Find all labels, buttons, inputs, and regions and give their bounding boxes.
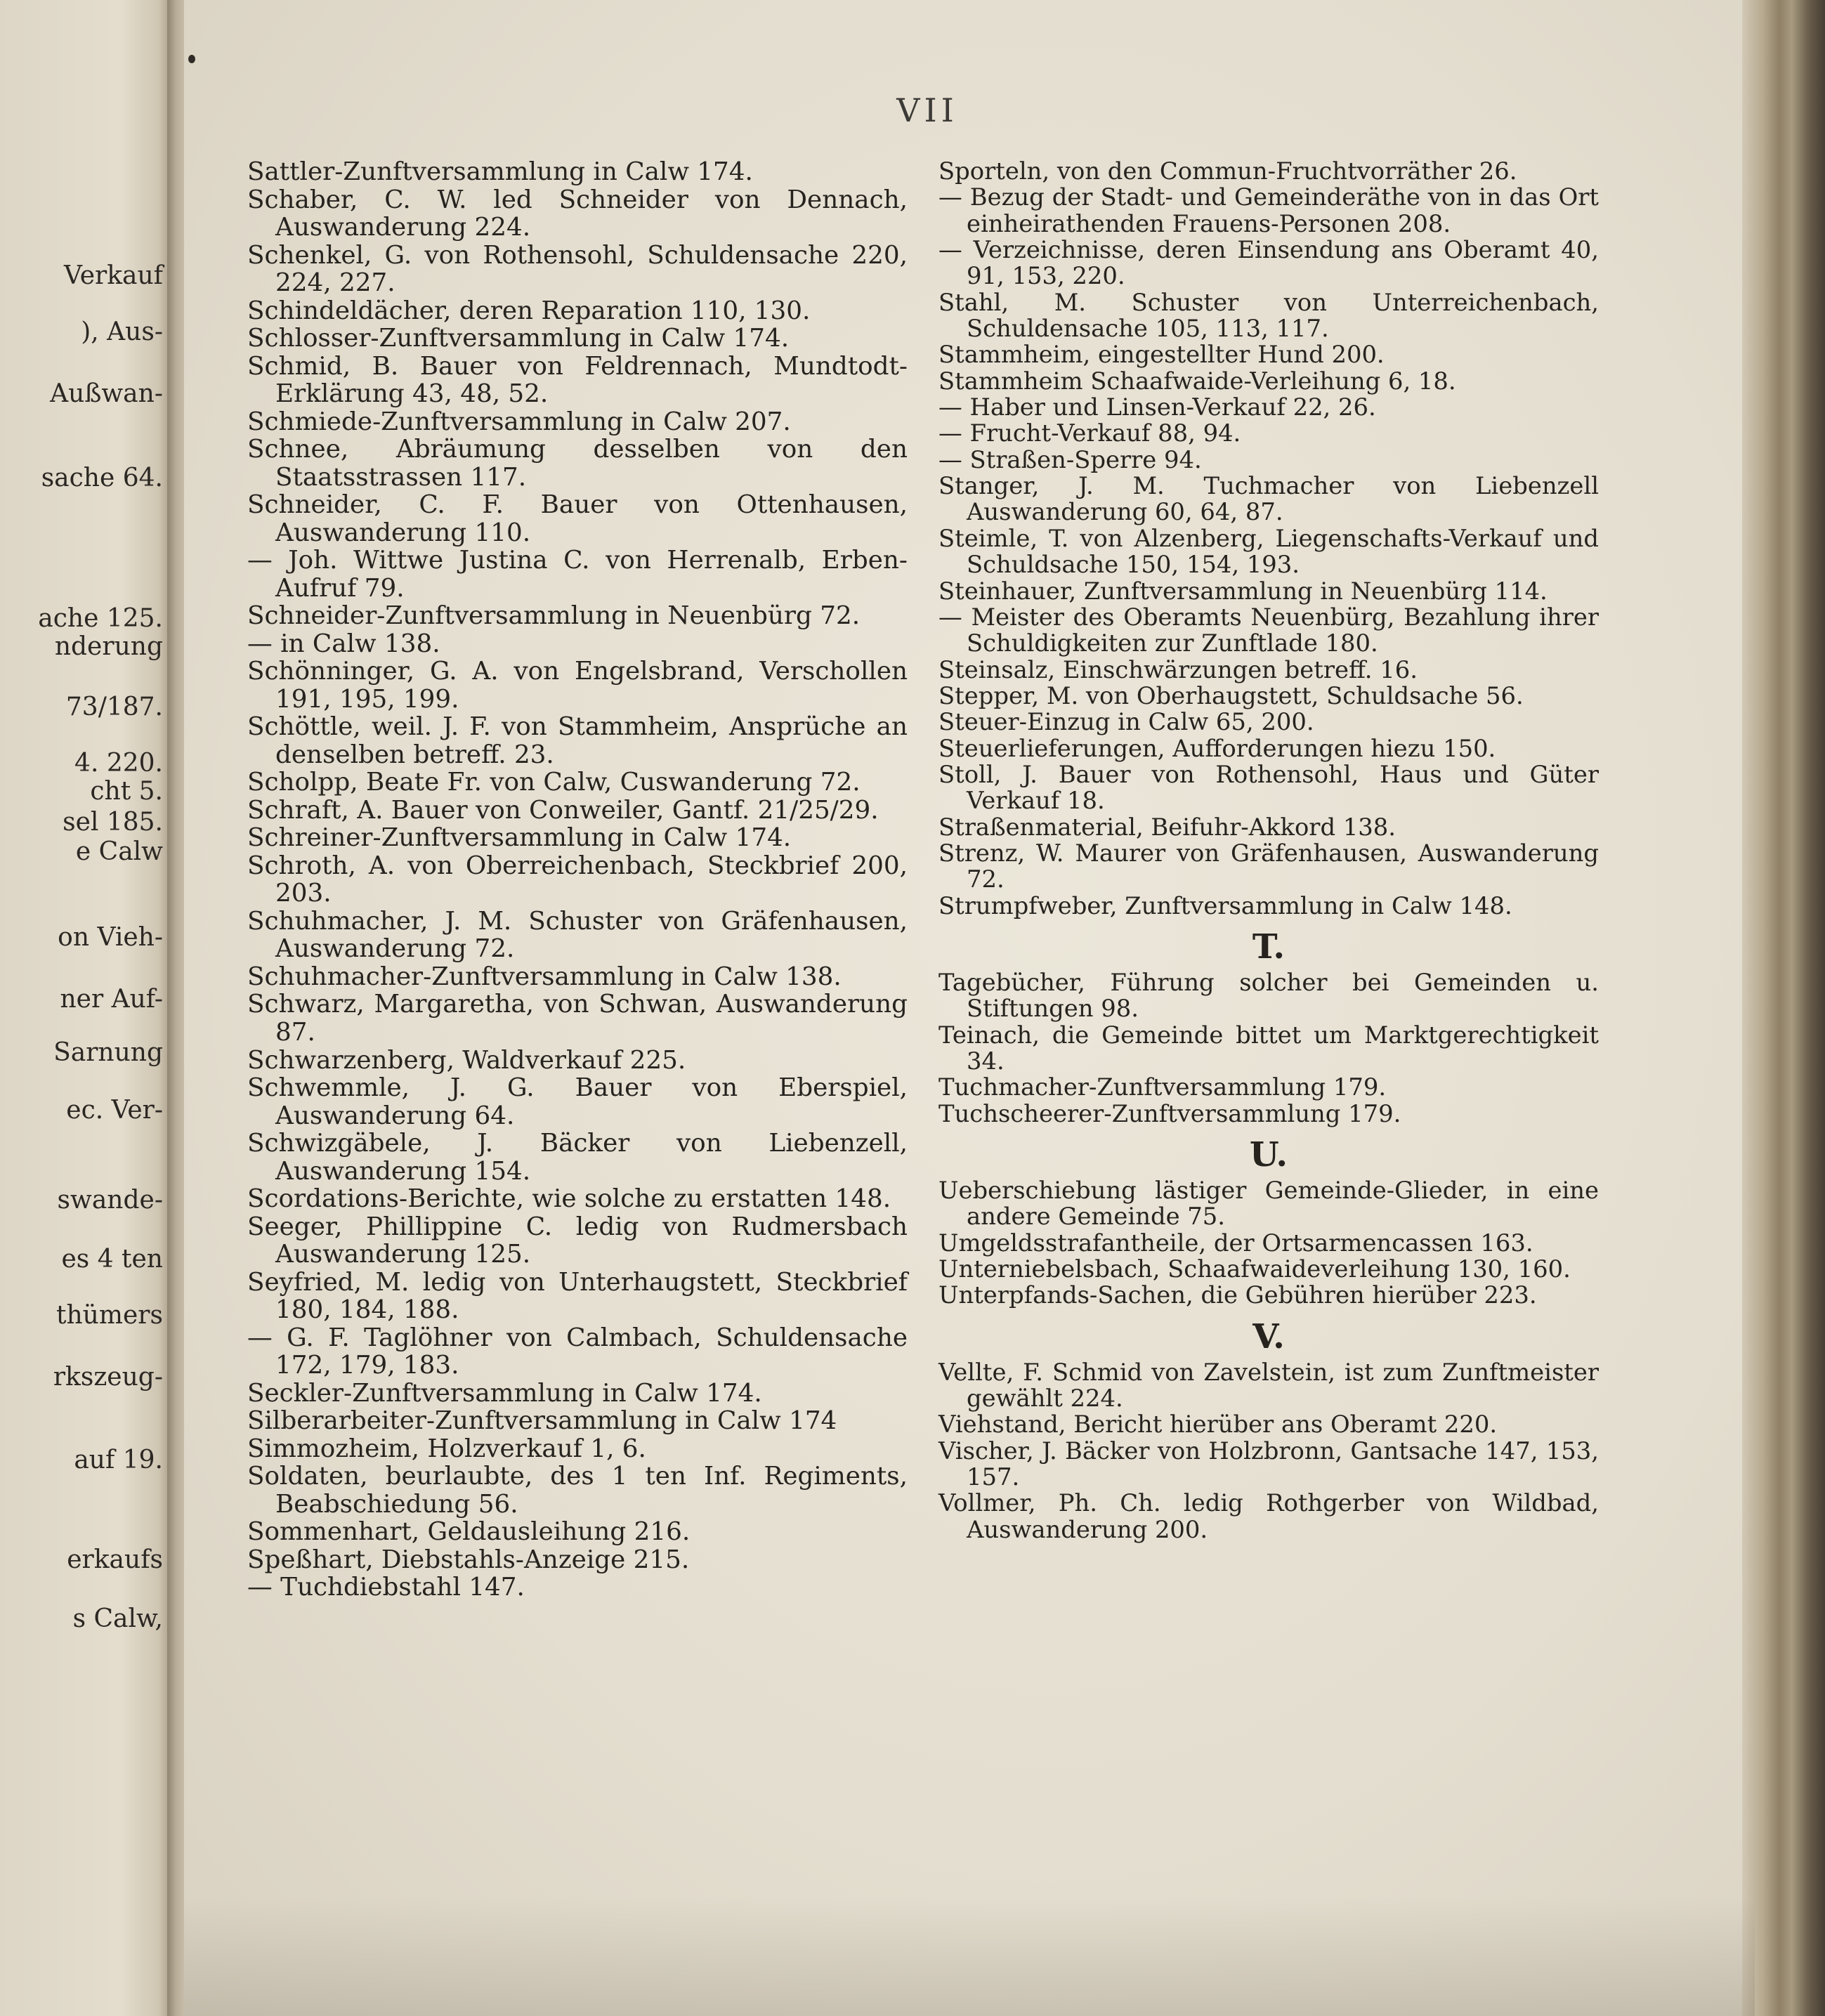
index-entry: — Straßen-Sperre 94. — [938, 445, 1202, 473]
page-edge — [1742, 0, 1825, 2016]
left-page-fragment: erkaufs — [67, 1545, 163, 1574]
index-entry: Schuhmacher-Zunftversammlung in Calw 138. — [247, 962, 842, 991]
index-entry: Steuer-Einzug in Calw 65, 200. — [938, 708, 1314, 736]
index-entry: Vollmer, Ph. Ch. ledig Rothgerber von Wildbad, Auswanderung 200. — [938, 1489, 1599, 1543]
index-entry: — Bezug der Stadt- und Gemeinderäthe von in das Ort einheirathenden Frauens-Personen 208. — [938, 183, 1599, 237]
section-letter-t: T. — [1252, 927, 1286, 967]
index-entry: Unterniebelsbach, Schaafwaideverleihung 130, 160. — [938, 1255, 1571, 1283]
index-entry: Steuerlieferungen, Aufforderungen hiezu 150. — [938, 734, 1496, 762]
left-page-fragment: ner Auf- — [60, 985, 163, 1014]
index-entry: Schmid, B. Bauer von Feldrennach, Mundtodt-Erklärung 43, 48, 52. — [247, 351, 908, 409]
index-entry: Umgeldsstrafantheile, der Ortsarmencassen 163. — [938, 1229, 1533, 1257]
index-entry: Schmiede-Zunftversammlung in Calw 207. — [247, 407, 791, 436]
index-entry: Vellte, F. Schmid von Zavelstein, ist zum Zunftmeister gewählt 224. — [938, 1358, 1599, 1413]
left-page-fragment: es 4 ten — [61, 1245, 163, 1274]
index-entry: Schlosser-Zunftversammlung in Calw 174. — [247, 324, 790, 353]
index-entry: Silberarbeiter-Zunftversammlung in Calw 174 — [247, 1406, 837, 1436]
page-shadow — [184, 1897, 1755, 2016]
left-page-fragment: nderung — [54, 632, 163, 661]
index-entry: Speßhart, Diebstahls-Anzeige 215. — [247, 1545, 690, 1574]
entries-s-part2 — [938, 158, 1599, 919]
index-entry: Sommenhart, Geldausleihung 216. — [247, 1517, 691, 1547]
index-entry: Strenz, W. Maurer von Gräfenhausen, Auswanderung 72. — [938, 839, 1599, 894]
section-letter-v: V. — [1252, 1316, 1285, 1356]
left-page-fragment: sel 185. — [63, 808, 163, 837]
section-letter-u: U. — [1249, 1135, 1288, 1175]
index-entry: Teinach, die Gemeinde bittet um Marktgerechtigkeit 34. — [938, 1021, 1599, 1075]
left-page-fragment: Verkauf — [64, 261, 163, 290]
index-entry: Schwarzenberg, Waldverkauf 225. — [247, 1045, 686, 1075]
index-entry: Schwarz, Margaretha, von Schwan, Auswanderung 87. — [247, 990, 908, 1047]
index-column-left — [247, 158, 908, 1602]
left-page-fragment: ec. Ver- — [66, 1096, 163, 1125]
index-entry: Scholpp, Beate Fr. von Calw, Cuswanderung 72. — [247, 768, 861, 797]
index-entry: Schneider-Zunftversammlung in Neuenbürg 72. — [247, 601, 861, 631]
index-entry: Steimle, T. von Alzenberg, Liegenschafts-Verkauf und Schuldsache 150, 154, 193. — [938, 524, 1599, 579]
index-column-right — [938, 158, 1599, 1543]
index-entry: Stoll, J. Bauer von Rothensohl, Haus und Güter Verkauf 18. — [938, 760, 1599, 815]
index-entry: Schraft, A. Bauer von Conweiler, Gantf. 21/25/29. — [247, 795, 879, 825]
index-entry: Vischer, J. Bäcker von Holzbronn, Gantsache 147, 153, 157. — [938, 1436, 1599, 1491]
index-entry: Viehstand, Bericht hierüber ans Oberamt 220. — [938, 1410, 1498, 1439]
index-entry: Strumpfweber, Zunftversammlung in Calw 148. — [938, 891, 1512, 919]
index-entry: Seeger, Phillippine C. ledig von Rudmersbach Auswanderung 125. — [247, 1212, 908, 1269]
left-page-fragment: on Vieh- — [58, 923, 163, 952]
index-entry: Schreiner-Zunftversammlung in Calw 174. — [247, 823, 792, 853]
index-entry: — G. F. Taglöhner von Calmbach, Schuldensache 172, 179, 183. — [247, 1323, 908, 1380]
index-entry: Schwizgäbele, J. Bäcker von Liebenzell, Auswanderung 154. — [247, 1129, 908, 1186]
index-entry: Schnee, Abräumung desselben von den Staatsstrassen 117. — [247, 435, 908, 492]
index-entry: — Frucht-Verkauf 88, 94. — [938, 419, 1241, 447]
left-page-fragment: Außwan- — [50, 379, 163, 408]
ink-dot — [188, 55, 195, 63]
index-entry: Unterpfands-Sachen, die Gebühren hierüber 223. — [938, 1281, 1537, 1309]
left-page-fragment: thümers — [56, 1301, 163, 1330]
index-entry: Scordations-Berichte, wie solche zu erstatten 148. — [247, 1184, 891, 1214]
entries-t — [938, 969, 1599, 1127]
index-entry: Steinhauer, Zunftversammlung in Neuenbürg 114. — [938, 577, 1548, 605]
index-entry: Stahl, M. Schuster von Unterreichenbach, Schuldensache 105, 113, 117. — [938, 288, 1599, 343]
left-page-fragment: s Calw, — [72, 1604, 163, 1633]
left-page-fragment: cht 5. — [90, 777, 163, 806]
entries-v — [938, 1359, 1599, 1543]
index-entry: — in Calw 138. — [247, 629, 440, 658]
index-entry: Seyfried, M. ledig von Unterhaugstett, Steckbrief 180, 184, 188. — [247, 1267, 908, 1325]
entries-s-part1 — [247, 158, 908, 1602]
index-entry: Ueberschiebung lästiger Gemeinde-Glieder, in eine andere Gemeinde 75. — [938, 1177, 1599, 1231]
index-entry: Schindeldächer, deren Reparation 110, 130. — [247, 296, 811, 325]
entries-u — [938, 1177, 1599, 1309]
index-entry: Schneider, C. F. Bauer von Ottenhausen, Auswanderung 110. — [247, 490, 908, 547]
index-entry: Seckler-Zunftversammlung in Calw 174. — [247, 1378, 762, 1408]
left-page-fragment: swande- — [57, 1186, 163, 1215]
index-entry: Schönninger, G. A. von Engelsbrand, Verschollen 191, 195, 199. — [247, 657, 908, 714]
left-page-fragment: 4. 220. — [74, 749, 163, 778]
index-entry: Stepper, M. von Oberhaugstett, Schuldsache 56. — [938, 681, 1524, 709]
index-entry: Stanger, J. M. Tuchmacher von Liebenzell Auswanderung 60, 64, 87. — [938, 472, 1599, 526]
index-entry: Tuchmacher-Zunftversammlung 179. — [938, 1073, 1387, 1101]
index-entry: Schaber, C. W. led Schneider von Dennach, Auswanderung 224. — [247, 185, 908, 242]
index-entry: Sporteln, von den Commun-Fruchtvorräther 26. — [938, 157, 1517, 185]
left-page-fragment: ache 125. — [38, 604, 163, 633]
index-entry: Schroth, A. von Oberreichenbach, Steckbrief 200, 203. — [247, 851, 908, 908]
left-page-fragment: e Calw — [75, 837, 163, 866]
index-entry: Stammheim Schaafwaide-Verleihung 6, 18. — [938, 367, 1456, 395]
index-entry: — Verzeichnisse, deren Einsendung ans Oberamt 40, 91, 153, 220. — [938, 236, 1599, 290]
index-entry: — Meister des Oberamts Neuenbürg, Bezahlung ihrer Schuldigkeiten zur Zunftlade 180. — [938, 603, 1599, 657]
index-entry: Schenkel, G. von Rothensohl, Schuldensache 220, 224, 227. — [247, 240, 908, 298]
index-entry: Sattler-Zunftversammlung in Calw 174. — [247, 157, 753, 186]
left-page-fragment: Sarnung — [53, 1038, 163, 1067]
index-entry: Schuhmacher, J. M. Schuster von Gräfenhausen, Auswanderung 72. — [247, 906, 908, 964]
left-page-fragment: ), Aus- — [81, 318, 163, 346]
index-entry: Tagebücher, Führung solcher bei Gemeinden u. Stiftungen 98. — [938, 968, 1599, 1023]
index-entry: Simmozheim, Holzverkauf 1, 6. — [247, 1434, 646, 1463]
index-entry: Stammheim, eingestellter Hund 200. — [938, 341, 1385, 369]
index-entry: — Tuchdiebstahl 147. — [247, 1573, 525, 1602]
left-page-fragment: 73/187. — [65, 693, 163, 721]
index-entry: Soldaten, beurlaubte, des 1 ten Inf. Regiments, Beabschiedung 56. — [247, 1462, 908, 1519]
index-entry: Steinsalz, Einschwärzungen betreff. 16. — [938, 655, 1418, 683]
index-entry: — Haber und Linsen-Verkauf 22, 26. — [938, 393, 1376, 421]
index-entry: Tuchscheerer-Zunftversammlung 179. — [938, 1099, 1401, 1127]
index-entry: Schöttle, weil. J. F. von Stammheim, Ansprüche an denselben betreff. 23. — [247, 712, 908, 769]
page-number: VII — [896, 91, 958, 129]
index-entry: — Joh. Wittwe Justina C. von Herrenalb, Erben-Aufruf 79. — [247, 546, 908, 603]
left-page-fragment: rkszeug- — [53, 1363, 163, 1392]
index-entry: Straßenmaterial, Beifuhr-Akkord 138. — [938, 813, 1396, 841]
index-entry: Schwemmle, J. G. Bauer von Eberspiel, Auswanderung 64. — [247, 1073, 908, 1130]
left-page-fragment: sache 64. — [41, 464, 163, 492]
left-page-fragment: auf 19. — [74, 1446, 163, 1474]
